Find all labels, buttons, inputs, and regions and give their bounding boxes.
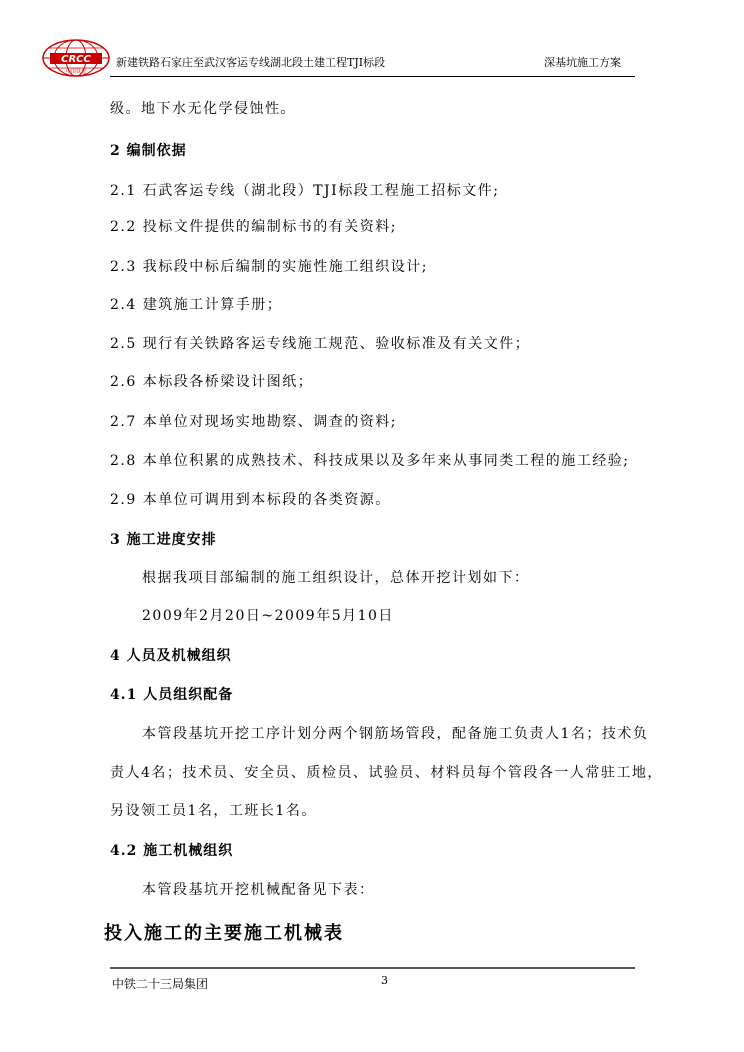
section-4-1-heading: 4.1 人员组织配备 bbox=[110, 687, 234, 703]
basis-item-2-6: 2.6 本标段各桥梁设计图纸； bbox=[110, 374, 314, 390]
section-4-2-heading: 4.2 施工机械组织 bbox=[110, 843, 234, 859]
basis-item-2-8: 2.8 本单位积累的成熟技术、科技成果以及多年来从事同类工程的施工经验; bbox=[110, 453, 630, 469]
basis-item-2-1: 2.1 石武客运专线（湖北段）TJI标段工程施工招标文件; bbox=[110, 183, 500, 199]
header-divider bbox=[110, 76, 635, 77]
basis-item-2-5: 2.5 现行有关铁路客运专线施工规范、验收标准及有关文件； bbox=[110, 336, 531, 352]
schedule-dates: 2009年2月20日~2009年5月10日 bbox=[142, 608, 394, 624]
staffing-line-1: 本管段基坑开挖工序计划分两个钢筋场管段，配备施工负责人1名；技术负 bbox=[142, 726, 649, 742]
section-2-heading: 2 编制依据 bbox=[110, 143, 187, 159]
basis-item-2-9: 2.9 本单位可调用到本标段的各类资源。 bbox=[110, 492, 391, 508]
section-3-heading: 3 施工进度安排 bbox=[110, 532, 217, 548]
basis-item-2-7: 2.7 本单位对现场实地勘察、调查的资料; bbox=[110, 414, 397, 430]
section-4-heading: 4 人员及机械组织 bbox=[110, 648, 232, 664]
header-doc-title: 深基坑施工方案 bbox=[544, 56, 621, 69]
logo-subtext: 中国铁建 bbox=[65, 69, 87, 75]
footer-divider bbox=[110, 967, 635, 969]
staffing-line-2: 责人4名；技术员、安全员、质检员、试验员、材料员每个管段各一人常驻工地， bbox=[110, 765, 663, 781]
footer-company: 中铁二十三局集团 bbox=[112, 977, 209, 991]
crcc-logo-icon bbox=[40, 38, 112, 78]
header-project-title: 新建铁路石家庄至武汉客运专线湖北段土建工程TJI标段 bbox=[116, 56, 386, 69]
schedule-paragraph: 根据我项目部编制的施工组织设计，总体开挖计划如下： bbox=[142, 570, 530, 586]
page-number: 3 bbox=[381, 974, 388, 987]
intro-line: 级。地下水无化学侵蚀性。 bbox=[110, 101, 296, 117]
basis-item-2-4: 2.4 建筑施工计算手册； bbox=[110, 297, 283, 313]
basis-item-2-3: 2.3 我标段中标后编制的实施性施工组织设计; bbox=[110, 259, 428, 275]
staffing-line-3: 另设领工员1名，工班长1名。 bbox=[110, 803, 317, 819]
machinery-table-title: 投入施工的主要施工机械表 bbox=[104, 923, 344, 944]
basis-item-2-2: 2.2 投标文件提供的编制标书的有关资料; bbox=[110, 219, 397, 235]
machinery-paragraph: 本管段基坑开挖机械配备见下表： bbox=[142, 882, 375, 898]
company-logo bbox=[40, 38, 112, 78]
logo-text: CRCC bbox=[61, 54, 91, 65]
